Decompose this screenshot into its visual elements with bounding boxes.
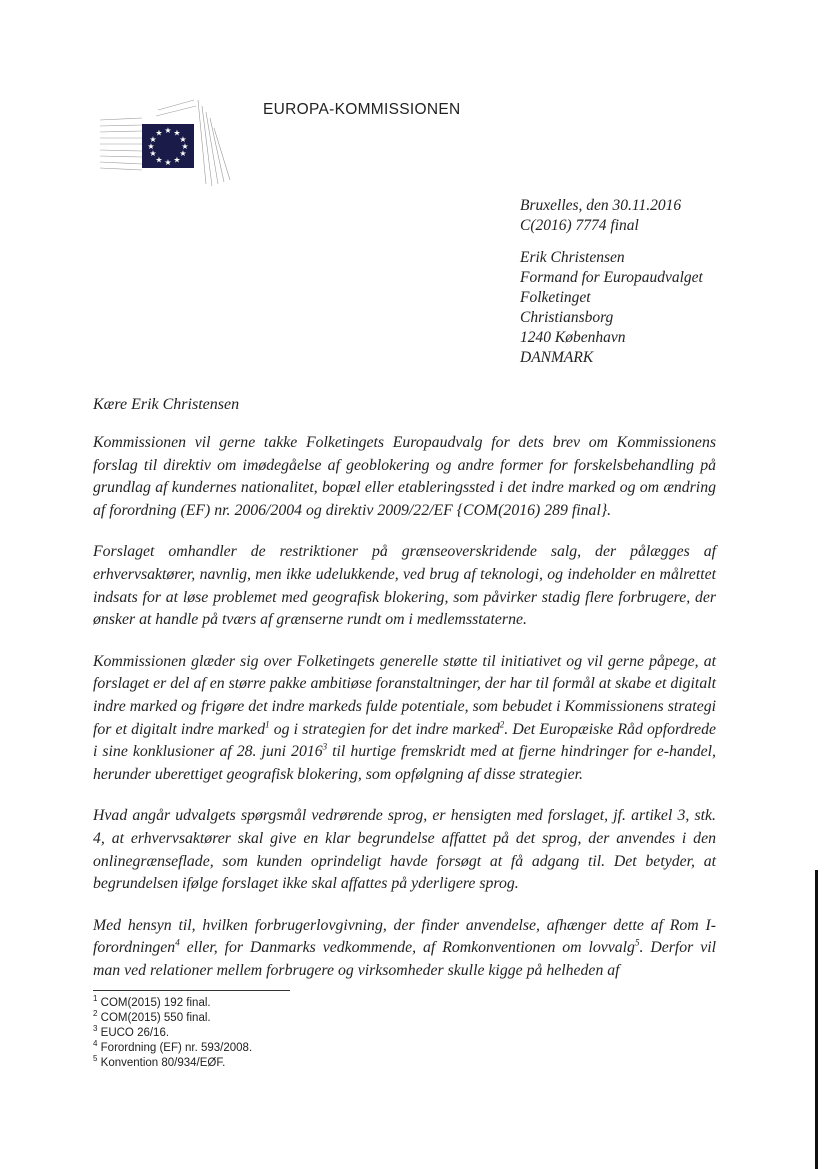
paragraph-3-text: og i strategien for det indre marked (269, 720, 500, 738)
recipient-city: 1240 København (520, 329, 626, 346)
paragraph-5-text: Med hensyn til, hvilken forbrugerlovgivning, der finder anvendelse, afhænger dette af Rom I-forordningen (93, 916, 716, 957)
organization-name: EUROPA-KOMMISSIONEN (263, 101, 461, 118)
footnote-text: EUCO 26/16. (97, 1027, 170, 1039)
paragraph-3-text: . Det Europæiske Råd opfordrede i sine konklusioner af 28. juni 2016 (93, 720, 716, 761)
footnote-text: Forordning (EF) nr. 593/2008. (97, 1042, 253, 1054)
footnote-ref-3[interactable]: 3 (322, 741, 328, 752)
footnote-ref-5[interactable]: 5 (634, 938, 640, 949)
letter-date: Bruxelles, den 30.11.2016 (520, 197, 682, 214)
footnote-4 (93, 1041, 593, 1056)
footnote-divider (93, 990, 290, 991)
paragraph-1: Kommissionen vil gerne takke Folketingets Europaudvalg for dets brev om Kommissionens forslag til direktiv om imødegåelse af geoblokering og andre former for forskelsbehandling på grundlag af kundernes nationalitet, bopæl eller etableringssted i det indre marked og om ændring af forordning (EF) nr. 2006/2004 og direktiv 2009/22/EF {COM(2016) 289 final}. (93, 434, 716, 519)
document-reference: C(2016) 7774 final (520, 217, 639, 234)
footnote-ref-2[interactable]: 2 (499, 719, 505, 730)
svg-text:★: ★ (179, 135, 187, 144)
footnote-1 (93, 996, 593, 1011)
footnote-number: 2 (93, 1009, 98, 1019)
salutation: Kære Erik Christensen (93, 396, 240, 413)
svg-text:★: ★ (173, 155, 181, 165)
svg-text:★: ★ (155, 155, 163, 165)
recipient-institution: Folketinget (520, 289, 591, 306)
footnote-5 (93, 1056, 593, 1071)
svg-text:★: ★ (179, 149, 187, 158)
footnote-number: 5 (93, 1054, 98, 1064)
recipient-title: Formand for Europaudvalget (520, 269, 703, 286)
svg-text:★: ★ (149, 135, 157, 144)
paragraph-4: Hvad angår udvalgets spørgsmål vedrørende sprog, er hensigten med forslaget, jf. artikel 3, stk. 4, at erhvervsaktører skal give en klar begrundelse affattet på det sprog, der anvendes i den onlinegrænseflade, som kunden oprindeligt havde forsøgt at få adgang til. Det betyder, at begrundelsen ifølge forslaget ikke skal affattes på yderligere sprog. (93, 807, 716, 893)
svg-text:★: ★ (155, 128, 163, 138)
recipient-name: Erik Christensen (520, 249, 625, 266)
footnote-number: 3 (93, 1024, 98, 1034)
svg-text:★: ★ (181, 142, 189, 151)
footnote-number: 4 (93, 1039, 98, 1049)
footnote-ref-4[interactable]: 4 (175, 938, 180, 949)
footnote-ref-1[interactable]: 1 (265, 719, 270, 730)
footnote-text: COM(2015) 550 final. (97, 1012, 211, 1024)
eu-flag-icon (98, 98, 258, 190)
footnote-text: COM(2015) 192 final. (97, 997, 211, 1009)
svg-text:★: ★ (164, 126, 172, 135)
footnote-text: Konvention 80/934/EØF. (97, 1057, 226, 1069)
footnote-number: 1 (93, 994, 98, 1004)
recipient-country: DANMARK (520, 349, 594, 366)
paragraph-3-text: Kommissionen glæder sig over Folketingets generelle støtte til initiativet og vil gerne påpege, at forslaget er del af en større pakke ambitiøse foranstaltninger, der har til formål at skabe et digitalt indre marked og frigøre det indre markeds fulde potentiale, som bebudet i Kommissionens strategi for et digitalt indre marked (93, 652, 716, 738)
paragraph-2: Forslaget omhandler de restriktioner på grænseoverskridende salg, der pålægges af erhvervsaktører, navnlig, men ikke udelukkende, ved brug af teknologi, og indeholder en målrettet indsats for at løse problemet med geografisk blokering, som påvirker stadig flere forbrugere, der ønsker at handle på tværs af grænserne rundt om i medlemsstaterne. (93, 543, 716, 629)
scan-edge-line (815, 870, 818, 1169)
svg-text:★: ★ (173, 128, 181, 138)
paragraph-3 (93, 651, 716, 787)
paragraph-5 (93, 915, 716, 983)
svg-text:★: ★ (149, 149, 157, 158)
paragraph-3-text: til hurtige fremskridt med at fjerne hindringer for e-handel, herunder uberettiget geografisk blokering, som opfølgning af disse strategier. (93, 743, 716, 783)
svg-text:★: ★ (164, 158, 172, 167)
footnote-3 (93, 1026, 593, 1041)
paragraph-5-text: eller, for Danmarks vedkommende, af Romkonventionen om lovvalg (179, 939, 635, 957)
footnotes (93, 996, 593, 1071)
recipient-street: Christiansborg (520, 309, 614, 326)
paragraph-5-text: . Derfor vil man ved relationer mellem forbrugere og virksomheder skulle kigge på helheden af (93, 939, 717, 979)
svg-text:★: ★ (147, 142, 155, 151)
footnote-2 (93, 1011, 593, 1026)
